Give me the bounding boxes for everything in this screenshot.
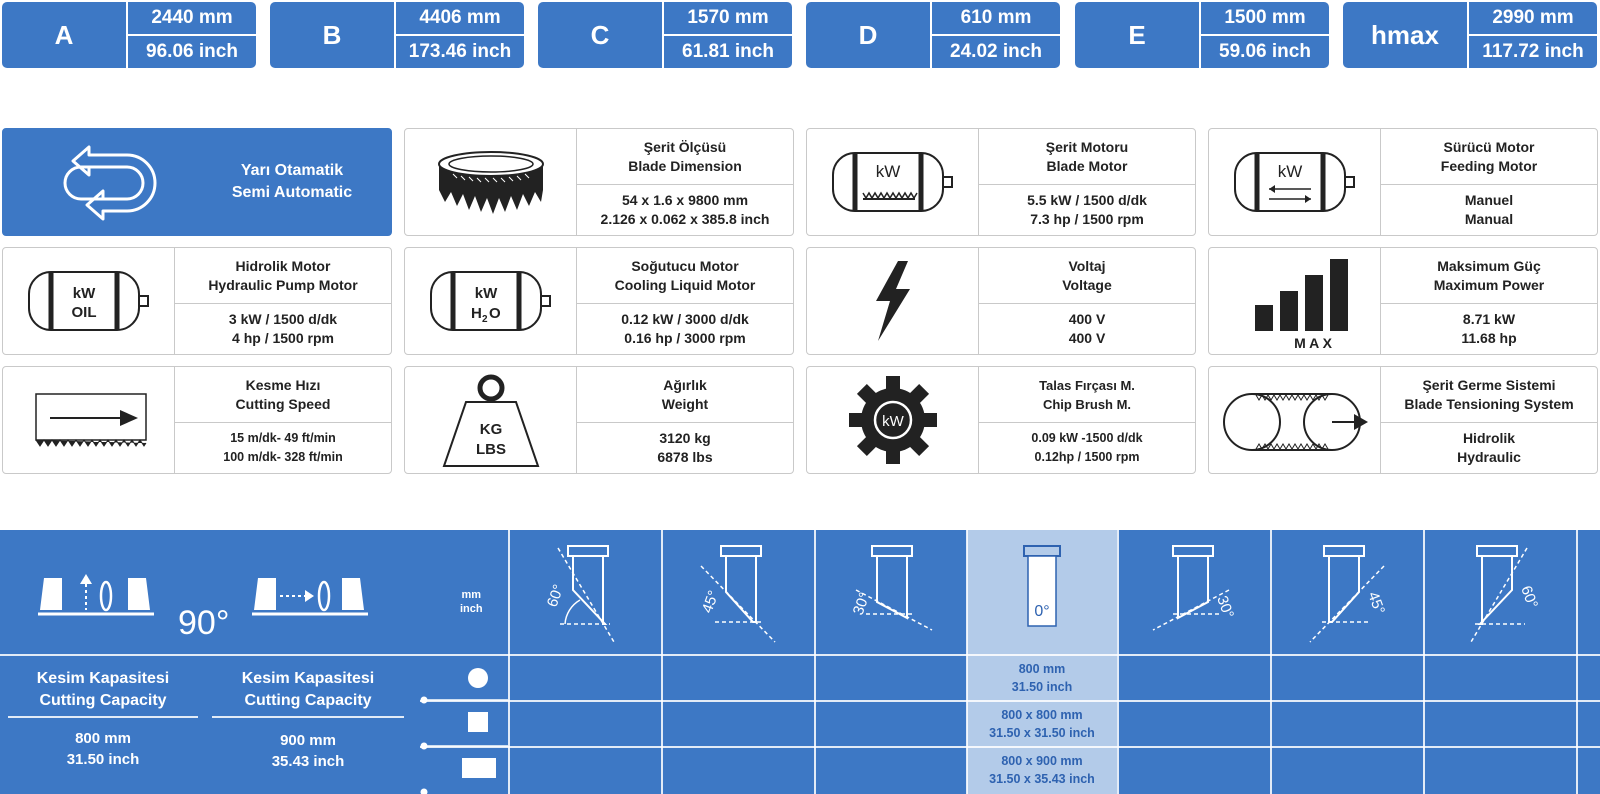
spec-value-1: 0.12 kW / 3000 d/dk [621,311,749,327]
dimension-inch: 173.46 inch [396,34,524,68]
lightning-icon [807,248,979,354]
angle-label: 30° [1213,593,1237,621]
mode-title-en: Semi Automatic [231,184,353,201]
cutting-speed-icon [3,367,175,473]
spec-max-power [1208,247,1598,355]
spec-title-tr: Ağırlık [663,376,707,393]
angle-90-label: 90° [178,604,230,642]
kw-label: kW [881,413,904,430]
angle-45-left-cell [663,530,813,654]
capacity-left-1-title [8,668,198,712]
spec-blade-tensioning [1208,366,1598,474]
dimension-label: E [1075,2,1201,68]
angle-45-right-cell [1272,530,1422,654]
rectangle-shape-icon [462,758,496,778]
dimension-c [538,2,792,68]
capacity-inch: 35.43 inch [271,753,345,770]
spec-title-en: Hydraulic Pump Motor [208,276,358,293]
spec-title-en: Weight [661,395,709,412]
spec-chip-brush [806,366,1196,474]
dimension-mm: 2440 mm [151,7,233,28]
spec-title-en: Voltage [1062,276,1112,293]
spec-title-tr: Şerit Germe Sistemi [1422,376,1556,393]
capacity-inch: 31.50 inch [66,751,140,768]
dimension-mm: 1500 mm [1224,7,1306,28]
dimension-label: B [270,2,396,68]
spec-title-en: Blade Dimension [628,157,742,174]
spec-title-en: Maximum Power [1433,276,1545,293]
spec-title-tr: Şerit Ölçüsü [643,138,727,155]
semi-automatic-icon [3,129,213,235]
h2o-2-label: 2 [481,314,488,325]
angle-label: 60° [543,582,568,610]
spec-title-en: Feeding Motor [1440,157,1538,174]
spec-feeding-motor [1208,128,1598,236]
spec-value-2: 4 hp / 1500 rpm [232,330,334,346]
spec-title-tr: Sürücü Motor [1443,138,1535,155]
kw-label: kW [1277,162,1302,181]
dimension-inch: 59.06 inch [1201,34,1329,68]
spec-value-1: 3 kW / 1500 d/dk [228,311,338,327]
zero-rect-capacity [967,752,1117,788]
dimension-mm: 1570 mm [687,7,769,28]
angle-label: 60° [1517,583,1541,611]
dimension-a [2,2,256,68]
spec-title-en: Cutting Speed [235,395,331,412]
capacity-mm: 800 x 900 mm [1001,754,1083,768]
oil-label: OIL [71,304,96,321]
angle-0-cell [968,530,1118,654]
spec-title-tr: Maksimum Güç [1437,257,1541,274]
capacity-inch: 31.50 x 31.50 inch [989,726,1095,740]
zero-square-capacity [967,706,1117,742]
capacity-mm: 800 x 800 mm [1001,708,1083,722]
spec-weight [404,366,794,474]
lbs-label: LBS [475,441,506,458]
spec-value-1: 54 x 1.6 x 9800 mm [621,192,749,208]
unit-mm: mm [461,589,482,601]
unit-inch: inch [460,603,483,615]
spec-title-en: Cooling Liquid Motor [614,276,756,293]
capacity-left-1-value [8,728,198,770]
power-bars-icon [1209,248,1381,354]
spec-value-2: 400 V [1068,330,1106,346]
dimension-b [270,2,524,68]
spec-value-2: Manual [1464,211,1514,227]
spec-value-1: Manuel [1464,192,1514,208]
feeding-motor-icon [1209,129,1381,235]
spec-value-1: 5.5 kW / 1500 d/dk [1027,192,1147,208]
spec-value-1: 8.71 kW [1462,311,1516,327]
dimension-label: hmax [1343,2,1469,68]
capacity-title-en: Cutting Capacity [39,692,167,709]
mode-title-tr: Yarı Otamatik [240,162,344,179]
hydraulic-motor-icon [3,248,175,354]
spec-value-2: 2.126 x 0.062 x 385.8 inch [600,211,770,227]
spec-value-2: 0.16 hp / 3000 rpm [624,330,746,346]
spec-value-2: 6878 lbs [657,449,713,465]
spec-value-1: 15 m/dk- 49 ft/min [230,431,336,445]
capacity-title-tr: Kesim Kapasitesi [36,670,170,687]
capacity-inch: 31.50 inch [1011,680,1073,694]
spec-cooling-motor [404,247,794,355]
angle-60-left-cell [510,530,660,654]
capacity-title-tr: Kesim Kapasitesi [241,670,375,687]
spec-value-1: 0.09 kW -1500 d/dk [1031,431,1143,445]
angle-60-right-cell [1425,530,1575,654]
angle-30-left-cell [816,530,966,654]
spec-title-tr: Şerit Motoru [1045,138,1129,155]
spec-value-1: Hidrolik [1462,430,1516,446]
spec-value-2: 100 m/dk- 328 ft/min [223,450,343,464]
spec-value-1: 400 V [1068,311,1106,327]
spec-title-tr: Voltaj [1068,257,1106,274]
dimension-inch: 117.72 inch [1469,34,1597,68]
dimension-mm: 610 mm [960,7,1032,28]
dimension-inch: 61.81 inch [664,34,792,68]
weight-icon [405,367,577,473]
spec-value-2: Hydraulic [1457,449,1521,465]
unit-label [460,588,483,616]
spec-voltage [806,247,1196,355]
dimension-d [806,2,1060,68]
spec-title-tr: Talas Fırçası M. [1039,377,1135,393]
angle-label: 45° [1364,589,1388,617]
angle-30-right-cell [1119,530,1269,654]
kw-label: kW [474,285,497,302]
mode-card [2,128,392,236]
capacity-mm: 900 mm [280,732,336,749]
dimension-label: C [538,2,664,68]
h2o-o-label: O [488,305,501,322]
capacity-inch: 31.50 x 35.43 inch [989,772,1095,786]
dimension-inch: 24.02 inch [932,34,1060,68]
capacity-left-2-title [212,668,404,712]
tensioning-icon [1209,367,1381,473]
blade-motor-icon [807,129,979,235]
dimension-e [1075,2,1329,68]
spec-value-1: 3120 kg [659,430,711,446]
spec-title-en: Chip Brush M. [1042,396,1132,412]
dimension-hmax [1343,2,1597,68]
vise-horizontal-icon [250,570,370,622]
spec-hydraulic-motor [2,247,392,355]
round-shape-icon [468,668,488,688]
angle-label: 0° [1034,603,1050,620]
angle-label: 45° [698,588,723,616]
spec-blade-dimension [404,128,794,236]
dimension-mm: 4406 mm [419,7,501,28]
spec-value-2: 0.12hp / 1500 rpm [1034,450,1140,464]
kw-label: kW [72,285,95,302]
spec-blade-motor [806,128,1196,236]
vise-vertical-icon [36,570,156,622]
spec-value-2: 7.3 hp / 1500 rpm [1030,211,1144,227]
blade-ring-icon [405,129,577,235]
dimension-mm: 2990 mm [1492,7,1574,28]
spec-title-tr: Soğutucu Motor [631,257,739,274]
spec-title-en: Blade Motor [1046,157,1128,174]
kw-label: kW [875,162,900,181]
h2o-h-label: H [470,305,482,322]
capacity-title-en: Cutting Capacity [244,692,372,709]
angle-label: 30° [849,590,874,618]
spec-title-tr: Hidrolik Motor [235,257,331,274]
capacity-mm: 800 mm [1018,662,1066,676]
dimension-label: D [806,2,932,68]
spec-title-en: Blade Tensioning System [1404,395,1574,412]
capacity-mm: 800 mm [75,730,131,747]
spec-title-tr: Kesme Hızı [245,376,321,393]
dimension-label: A [2,2,128,68]
shape-indicators [414,658,508,794]
max-label: M A X [1293,335,1332,351]
spec-cutting-speed [2,366,392,474]
cutting-capacity-table [0,530,1600,794]
dimension-inch: 96.06 inch [128,34,256,68]
square-shape-icon [468,712,488,732]
spec-value-2: 11.68 hp [1461,330,1517,346]
gear-kw-icon [807,367,979,473]
zero-round-capacity [967,660,1117,696]
cooling-motor-icon [405,248,577,354]
kg-label: KG [479,421,502,438]
capacity-left-2-value [212,730,404,772]
